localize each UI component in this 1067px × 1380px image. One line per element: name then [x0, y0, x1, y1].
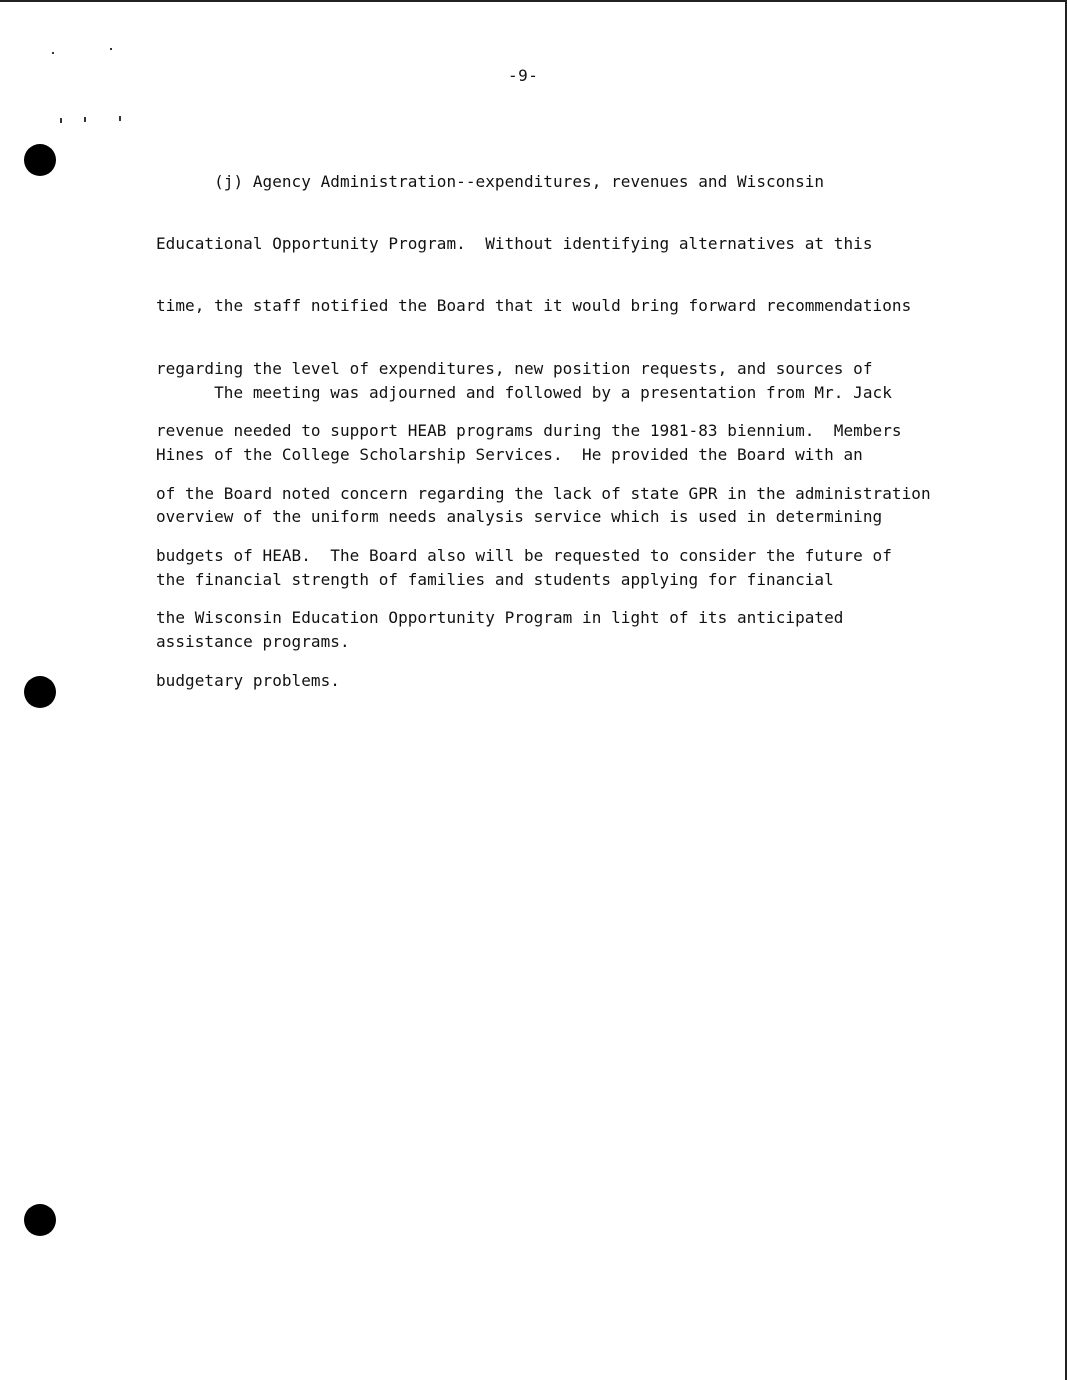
text-line: budgets of HEAB. The Board also will be requested to consider the future of: [156, 545, 892, 565]
margin-tick: [84, 117, 86, 122]
punch-hole: [24, 1204, 56, 1236]
text-line: (j) Agency Administration--expenditures, revenues and Wisconsin: [156, 171, 825, 191]
page-number: -9-: [508, 66, 539, 85]
text-line: budgetary problems.: [156, 670, 340, 690]
text-line: Educational Opportunity Program. Without identifying alternatives at this: [156, 233, 873, 253]
text-line: the financial strength of families and students applying for financial: [156, 569, 834, 589]
text-line: Hines of the College Scholarship Services. He provided the Board with an: [156, 444, 863, 464]
text-line: assistance programs.: [156, 632, 350, 652]
margin-speck: [110, 48, 112, 50]
text-line: overview of the uniform needs analysis service which is used in determining: [156, 507, 883, 527]
margin-tick: [60, 118, 62, 123]
text-line: the Wisconsin Education Opportunity Program in light of its anticipated: [156, 608, 844, 628]
text-line: regarding the level of expenditures, new position requests, and sources of: [156, 358, 873, 378]
punch-hole: [24, 676, 56, 708]
margin-tick: [119, 116, 121, 121]
page-border-top: [0, 0, 1067, 2]
punch-hole: [24, 144, 56, 176]
text-line: time, the staff notified the Board that it would bring forward recommendations: [156, 296, 912, 316]
paragraph-meeting-adjourned: [156, 341, 1006, 674]
text-line: of the Board noted concern regarding the lack of state GPR in the administration: [156, 483, 931, 503]
text-line: The meeting was adjourned and followed by a presentation from Mr. Jack: [156, 382, 892, 402]
text-line: revenue needed to support HEAB programs during the 1981-83 biennium. Members: [156, 421, 902, 441]
margin-speck: [52, 52, 54, 54]
